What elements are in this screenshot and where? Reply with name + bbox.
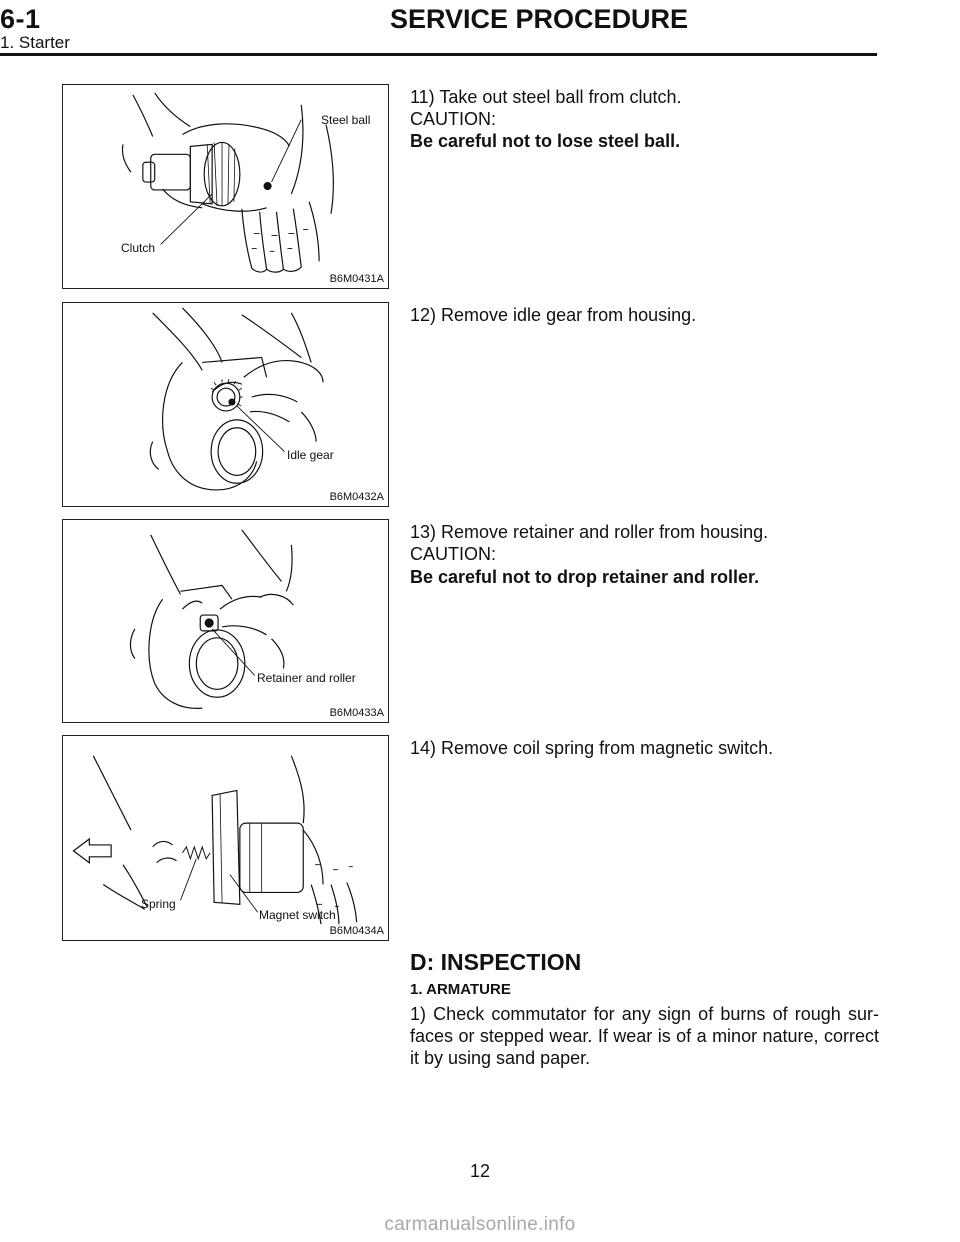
- page-header: [0, 0, 960, 60]
- header-rule: [0, 53, 877, 56]
- step-11-caution-text: Be careful not to lose steel ball.: [410, 131, 681, 151]
- page-number: 12: [469, 1161, 491, 1181]
- figure-retainer-roller: [62, 519, 389, 723]
- illustration-idle-gear-removal: [63, 303, 388, 506]
- inspection-heading: D: INSPECTION: [410, 949, 582, 975]
- figure-code: B6M0434A: [329, 925, 384, 937]
- subsection-title: 1. Starter: [0, 33, 70, 52]
- figure-code: B6M0432A: [329, 491, 384, 503]
- step-11-caution-heading: CAUTION:: [410, 109, 497, 129]
- figure-code: B6M0431A: [329, 273, 384, 285]
- step-14-text: 14) Remove coil spring from magnetic switch.: [410, 738, 774, 758]
- callout-retainer-roller: Retainer and roller: [257, 671, 356, 685]
- figure-steel-ball: [62, 84, 389, 289]
- step-13-caution-heading: CAUTION:: [410, 544, 497, 564]
- figure-idle-gear: [62, 302, 389, 507]
- callout-clutch: Clutch: [121, 241, 156, 255]
- figure-code: B6M0433A: [329, 707, 384, 719]
- direction-arrow-icon: [73, 839, 111, 863]
- step-11-text: 11) Take out steel ball from clutch.: [410, 87, 682, 107]
- step-13-text: 13) Remove retainer and roller from housing.: [410, 522, 769, 542]
- section-title: SERVICE PROCEDURE: [390, 4, 689, 34]
- illustration-magnet-switch-spring: [63, 736, 388, 940]
- armature-subheading: 1. ARMATURE: [410, 981, 511, 998]
- site-watermark: carmanualsonline.info: [384, 1214, 576, 1235]
- section-number: 6-1: [0, 4, 41, 34]
- illustration-retainer-roller-removal: [63, 520, 388, 722]
- callout-spring: Spring: [141, 897, 176, 911]
- figure-coil-spring: [62, 735, 389, 941]
- callout-idle-gear: Idle gear: [287, 448, 334, 462]
- step-13-caution-text: Be careful not to drop retainer and roller.: [410, 567, 760, 587]
- step-12-text: 12) Remove idle gear from housing.: [410, 305, 697, 325]
- armature-paragraph: 1) Check commutator for any sign of burns of rough sur- faces or stepped wear. If wear is of a minor nature, correct it by using sand paper.: [410, 1004, 879, 1068]
- callout-steel-ball: Steel ball: [321, 113, 371, 127]
- callout-magnet-switch: Magnet switch: [259, 908, 336, 922]
